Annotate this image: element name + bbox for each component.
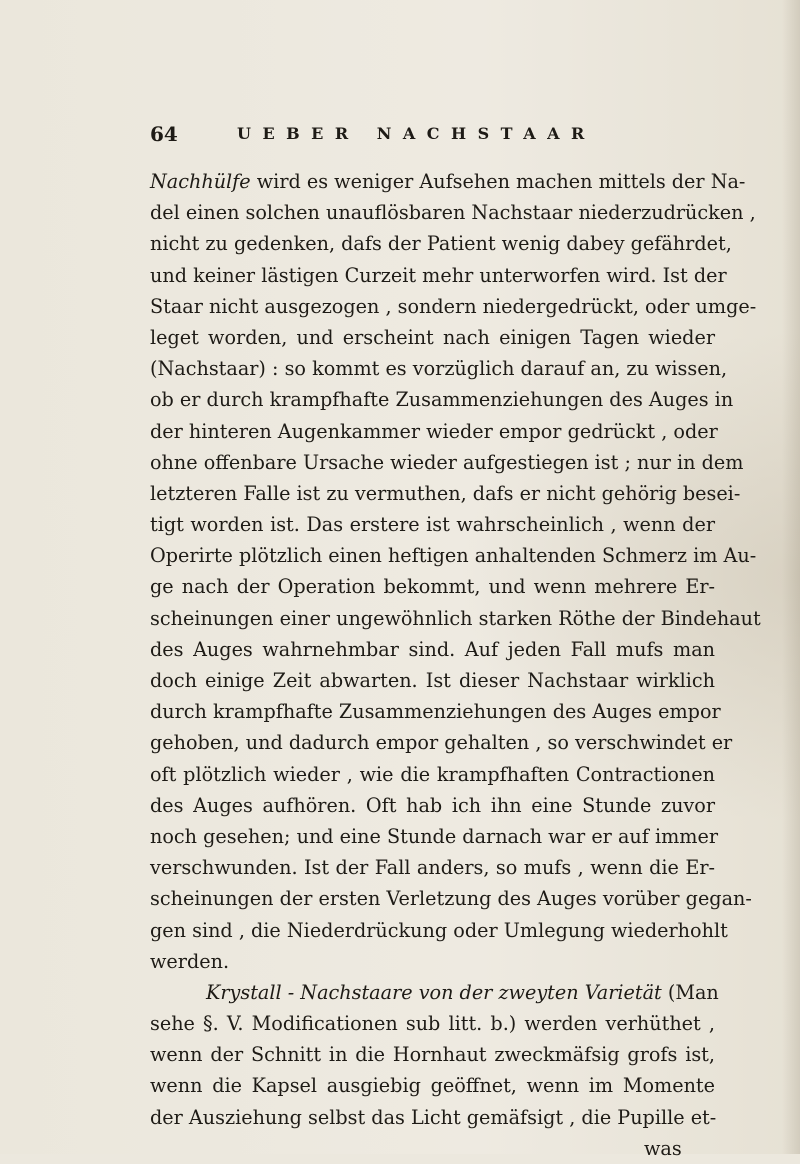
text-line: tigt worden ist. Das erstere ist wahrscheinlich , wenn der — [150, 513, 715, 537]
text-line: wenn der Schnitt in die Hornhaut zweckmäfsig grofs ist, — [150, 1043, 715, 1067]
text-line: und keiner lästigen Curzeit mehr unterworfen wird. Ist der — [150, 263, 727, 287]
body-text — [150, 166, 761, 1164]
text-line: des Auges wahrnehmbar sind. Auf jeden Fall mufs man — [150, 637, 715, 661]
text-line: durch krampfhafte Zusammenziehungen des Auges empor — [150, 700, 721, 724]
text-line: (Nachstaar) : so kommt es vorzüglich darauf an, zu wissen, — [150, 357, 728, 381]
italic-term: Krystall - Nachstaare von der zweyten Varietät — [206, 980, 662, 1004]
text-line: sehe §. V. Modificationen sub litt. b.) werden verhüthet , — [150, 1012, 715, 1036]
text-line — [150, 977, 719, 1008]
text-line: ohne offenbare Ursache wieder aufgestiegen ist ; nur in dem — [150, 450, 744, 474]
text-line: ob er durch krampfhafte Zusammenziehungen des Auges in — [150, 388, 734, 412]
text-line: ge nach der Operation bekommt, und wenn mehrere Er- — [150, 575, 715, 599]
page-header — [150, 122, 710, 152]
text-line: nicht zu gedenken, dafs der Patient wenig dabey gefährdet, — [150, 232, 732, 256]
text-line: doch einige Zeit abwarten. Ist dieser Nachstaar wirklich — [150, 669, 715, 692]
text-line: gen sind , die Niederdrückung oder Umlegung wiederhohlt — [150, 918, 728, 942]
page-number: 64 — [150, 122, 178, 146]
text-line: leget worden, und erscheint nach einigen Tagen wieder — [150, 325, 715, 349]
line-text: wird es weniger Aufsehen machen mittels der Na- — [250, 170, 746, 193]
text-line: Operirte plötzlich einen heftigen anhaltenden Schmerz im Au- — [150, 544, 757, 568]
text-line — [150, 166, 746, 197]
text-line: werden. — [150, 949, 230, 973]
text-line: der hinteren Augenkammer wieder empor gedrückt , oder — [150, 419, 718, 443]
text-line: der Ausziehung selbst das Licht gemäfsigt , die Pupille et- — [150, 1105, 717, 1129]
text-line: des Auges aufhören. Oft hab ich ihn eine Stunde zuvor — [150, 793, 715, 817]
text-line: scheinungen einer ungewöhnlich starken Röthe der Bindehaut — [150, 606, 761, 630]
text-line: Staar nicht ausgezogen , sondern niedergedrückt, oder umge- — [150, 294, 757, 318]
text-line: del einen solchen unauflösbaren Nachstaar niederzudrücken , — [150, 201, 756, 225]
text-line: oft plötzlich wieder , wie die krampfhaften Contractionen — [150, 762, 715, 786]
text-line: gehoben, und dadurch empor gehalten , so verschwindet er — [150, 731, 733, 755]
text-line: letzteren Falle ist zu vermuthen, dafs er nicht gehörig besei- — [150, 481, 741, 505]
italic-term: Nachhülfe — [150, 170, 251, 193]
text-line: verschwunden. Ist der Fall anders, so mufs , wenn die Er- — [150, 856, 715, 880]
running-head: UEBER NACHSTAAR — [237, 124, 596, 143]
text-line: noch gesehen; und eine Stunde darnach war er auf immer — [150, 824, 718, 848]
catchword: was — [644, 1136, 682, 1160]
line-text: (Man — [661, 980, 719, 1004]
text-line: wenn die Kapsel ausgiebig geöffnet, wenn im Momente — [150, 1074, 715, 1098]
page-edge-shadow — [782, 0, 800, 1154]
text-line: scheinungen der ersten Verletzung des Auges vorüber gegan- — [150, 887, 752, 911]
